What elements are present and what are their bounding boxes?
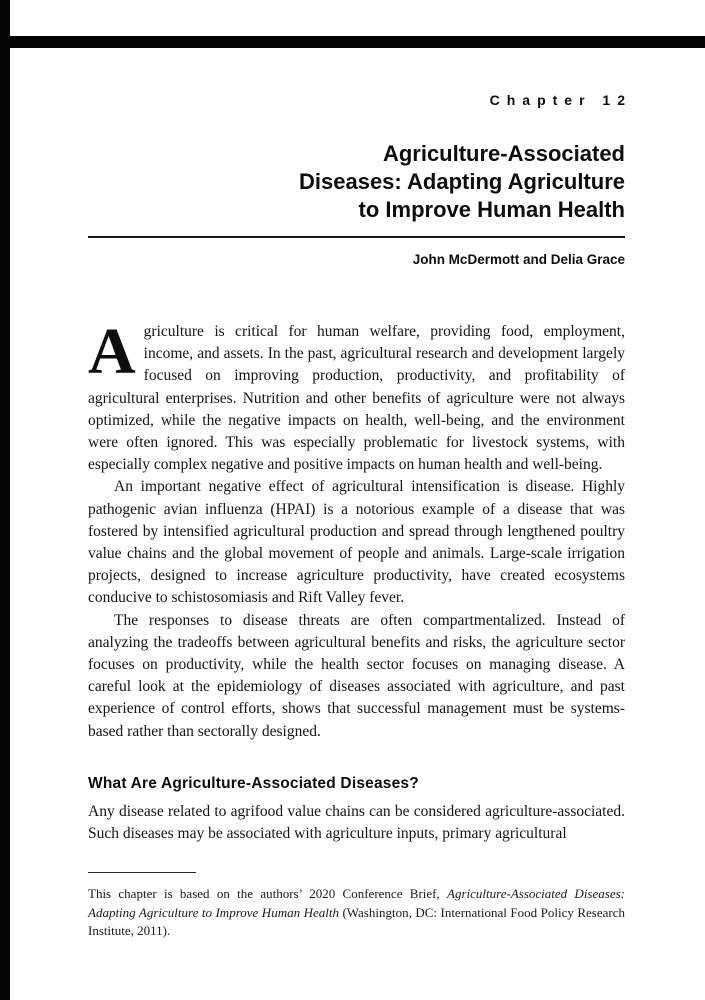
title-rule xyxy=(88,236,625,238)
paragraph-intro xyxy=(88,315,625,476)
scan-edge-left xyxy=(0,0,10,1000)
page-content xyxy=(88,0,632,938)
footnote-rule xyxy=(88,872,196,873)
footnote xyxy=(88,872,625,941)
section-paragraph: Any disease related to agrifood value chains can be considered agriculture-associated. Such diseases may be associated with agriculture inputs, primary agricultural xyxy=(88,802,625,843)
chapter-title-line-3: to Improve Human Health xyxy=(358,197,625,222)
chapter-label: Chapter 12 xyxy=(489,92,632,108)
body-text xyxy=(88,315,625,743)
section-heading: What Are Agriculture-Associated Diseases? xyxy=(88,774,419,792)
authors-byline: John McDermott and Delia Grace xyxy=(412,252,625,267)
chapter-title-line-2: Diseases: Adapting Agriculture xyxy=(299,169,625,194)
drop-cap: A xyxy=(88,315,136,388)
chapter-title xyxy=(88,140,625,224)
footnote-text xyxy=(88,885,625,941)
footnote-text-italic-title: Agriculture-Associated Diseases: Adapting Agriculture to Improve Human Health xyxy=(88,886,625,920)
paragraph-intro-text: griculture is critical for human welfare, providing food, employment, income, and assets. In the past, agricultural research and development largely focused on improving production, productivity, and profitability of agricultural enterprises. Nutrition and other benefits of agriculture were not always optimized, while the negative impacts on health, well-being, and the environment were often ignored. This was especially problematic for livestock systems, with especially complex negative and positive impacts on human health and well-being. xyxy=(88,323,625,474)
chapter-title-line-1: Agriculture-Associated xyxy=(382,141,625,166)
paragraph-hpai: An important negative effect of agricultural intensification is disease. Highly pathogenic avian influenza (HPAI) is a notorious example of a disease that was fostered by intensified agricultural production and spread through lengthened poultry value chains and the global movement of people and animals. Large-scale irrigation projects, designed to increase agriculture productivity, have created ecosystems conducive to schistosomiasis and Rift Valley fever. xyxy=(88,478,625,607)
paragraph-responses: The responses to disease threats are often compartmentalized. Instead of analyzing the tradeoffs between agricultural benefits and risks, the agriculture sector focuses on productivity, while the health sector focuses on managing disease. A careful look at the epidemiology of diseases associated with agriculture, and past experience of control efforts, shows that successful management must be systems-based rather than sectorally designed. xyxy=(88,611,625,740)
footnote-text-post: (Washington, DC: International Food Policy Research Institute, 2011). xyxy=(88,904,625,938)
footnote-text-pre: This chapter is based on the authors’ 2020 Conference Brief, xyxy=(88,886,448,901)
